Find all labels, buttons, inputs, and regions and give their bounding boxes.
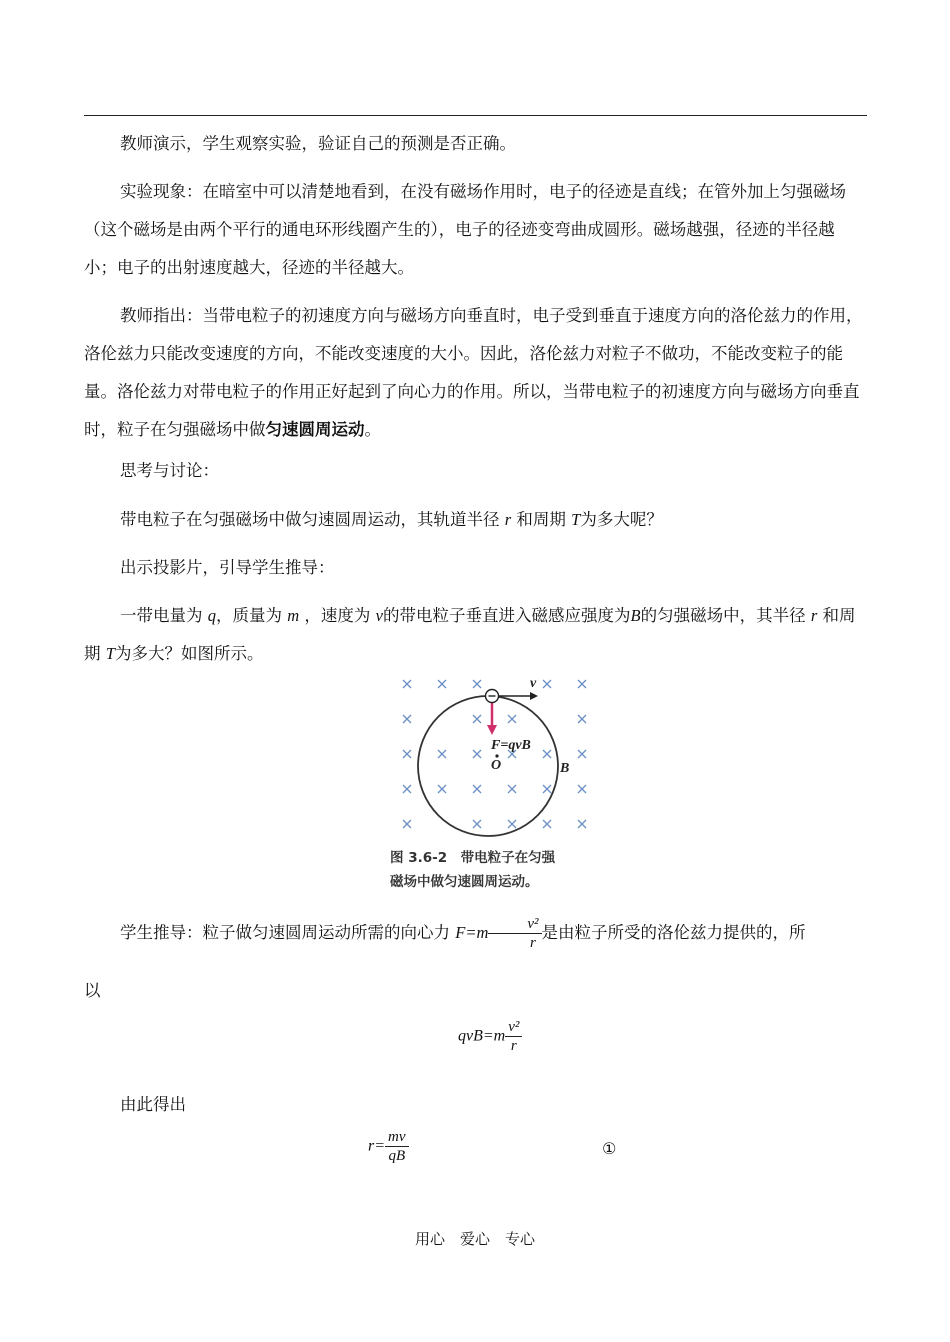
field-cross-icon [403,820,411,828]
field-cross-icon [403,750,411,758]
field-cross-icon [508,820,516,828]
field-cross-icon [543,750,551,758]
circular-orbit [418,696,558,836]
paragraph-derivation-cont: 以 [84,981,101,1000]
equation-radius: r= $\frac{mv}{qB}$ [368,1128,409,1165]
paragraph-question: 带电粒子在匀强磁场中做匀速圆周运动，其轨道半径 r 和周期 T为多大呢？ [120,510,663,529]
equation-number-1: ① [602,1139,617,1158]
field-cross-icon [543,785,551,793]
field-cross-icon [438,785,446,793]
paragraph-derivation: 学生推导：粒子做匀速圆周运动所需的向心力 F=m $\frac{\text{v²}}{r}$ 是由粒子所受的洛伦兹力提供的，所 [120,916,806,951]
field-cross-icon [473,715,481,723]
field-cross-icon [578,785,586,793]
field-cross-icon [543,820,551,828]
paragraph-teacher-points: 教师指出：当带电粒子的初速度方向与磁场方向垂直时，电子受到垂直于速度方向的洛伦兹力的作用，洛伦兹力只能改变速度的方向，不能改变速度的大小。因此，洛伦兹力对粒子不做功，不能改变粒子的能量。洛伦兹力对带电粒子的作用正好起到了向心力的作用。所以，当带电粒子的初速度方向与磁场方向垂直时，粒子在匀强磁场中做匀速圆周运动。 [84,306,863,439]
field-cross-icon [543,680,551,688]
field-cross-icon [473,680,481,688]
label-center-o: O [491,758,502,773]
paragraph-experiment-phenomenon: 实验现象：在暗室中可以清楚地看到，在没有磁场作用时，电子的径迹是直线；在管外加上匀强磁场（这个磁场是由两个平行的通电环形线圈产生的），电子的径迹变弯曲成圆形。磁场越强，径迹的半径越小；电子的出射速度越大，径迹的半径越大。 [84,182,846,277]
field-cross-icon [473,785,481,793]
equation-force-balance: qvB=m $\frac{\text{v²}}{r}$ [458,1018,522,1055]
field-cross-icon [578,715,586,723]
paragraph-thus: 由此得出 [120,1095,186,1114]
field-cross-icon [473,820,481,828]
label-v: v [530,676,537,691]
label-field-b: B [560,761,570,776]
field-cross-icon [578,680,586,688]
field-cross-icon [438,680,446,688]
field-cross-icon [403,785,411,793]
field-cross-icon [403,680,411,688]
field-cross-icon [438,750,446,758]
label-force: F=qvB [491,738,531,753]
header-rule [84,115,867,116]
caption-line-2: 磁场中做匀速圆周运动。 [390,874,539,890]
field-cross-icon [403,715,411,723]
field-cross-icon [578,750,586,758]
field-cross-icon [473,750,481,758]
field-cross-icon [508,785,516,793]
paragraph-teacher-demo: 教师演示，学生观察实验，验证自己的预测是否正确。 [120,134,516,153]
caption-line-1: 图 3.6-2 带电粒子在匀强 [390,850,556,866]
paragraph-projection: 出示投影片，引导学生推导： [120,558,335,577]
fraction-v2-over-r: $\frac{\text{v²}}{r}$ [488,915,541,952]
page-footer: 用心 爱心 专心 [414,1230,535,1248]
bold-uniform-circular-motion: 匀速圆周运动 [265,420,365,439]
paragraph-problem: 一带电量为 q，质量为 m ，速度为 v的带电粒子垂直进入磁感应强度为B的匀强磁场中，其半径 r 和周期 T为多大？如图所示。 [84,606,856,663]
paragraph-think-discuss: 思考与讨论： [120,461,219,480]
field-cross-icon [578,820,586,828]
field-cross-icon [508,715,516,723]
velocity-arrowhead [530,692,538,700]
figure-caption [390,846,555,894]
force-arrowhead [487,725,497,735]
